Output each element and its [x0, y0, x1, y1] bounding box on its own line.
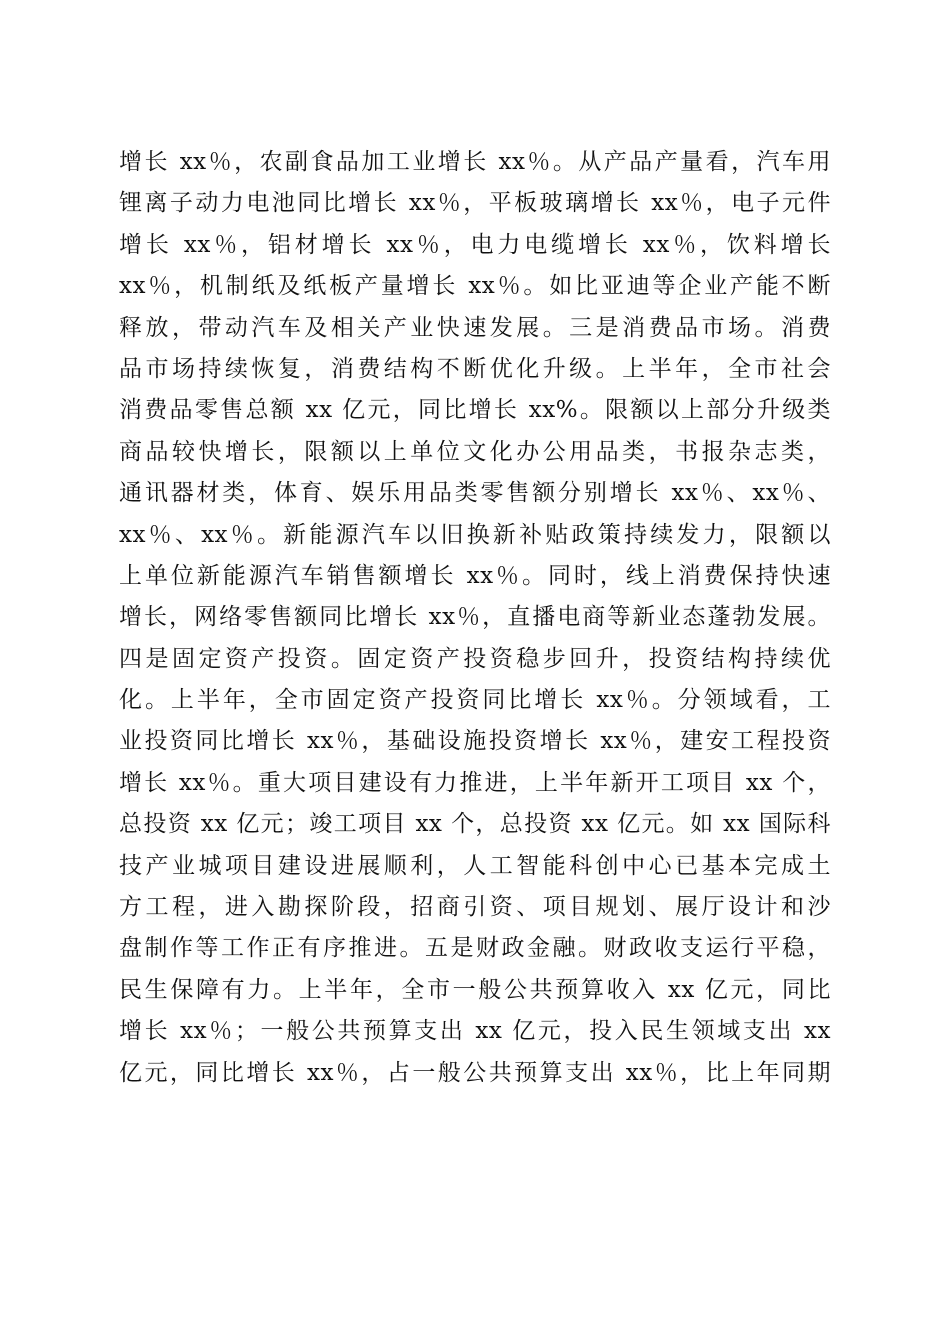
text-line-19: 方工程，进入勘探阶段，招商引资、项目规划、展厅设计和沙 [119, 894, 831, 921]
text-line-5: 释放，带动汽车及相关产业快速发展。三是消费品市场。消费 [119, 314, 831, 341]
text-line-10: xx％、xx％。新能源汽车以旧换新补贴政策持续发力，限额以 [119, 521, 831, 548]
text-line-23: 亿元，同比增长 xx％，占一般公共预算支出 xx％，比上年同期 [119, 1059, 831, 1086]
text-line-13: 四是固定资产投资。固定资产投资稳步回升，投资结构持续优 [119, 645, 831, 672]
text-line-17: 总投资 xx 亿元；竣工项目 xx 个，总投资 xx 亿元。如 xx 国际科 [119, 811, 831, 838]
text-line-16: 增长 xx％。重大项目建设有力推进，上半年新开工项目 xx 个， [119, 769, 831, 796]
text-line-12: 增长，网络零售额同比增长 xx％，直播电商等新业态蓬勃发展。 [119, 604, 831, 631]
text-line-21: 民生保障有力。上半年，全市一般公共预算收入 xx 亿元，同比 [119, 976, 831, 1003]
text-line-22: 增长 xx％；一般公共预算支出 xx 亿元，投入民生领域支出 xx [119, 1018, 831, 1045]
text-line-3: 增长 xx％，铝材增长 xx％，电力电缆增长 xx％，饮料增长 [119, 231, 831, 258]
text-line-20: 盘制作等工作正有序推进。五是财政金融。财政收支运行平稳， [119, 935, 831, 962]
text-line-11: 上单位新能源汽车销售额增长 xx％。同时，线上消费保持快速 [119, 562, 831, 589]
text-line-6: 品市场持续恢复，消费结构不断优化升级。上半年，全市社会 [119, 355, 831, 382]
text-line-14: 化。上半年，全市固定资产投资同比增长 xx％。分领域看，工 [119, 687, 831, 714]
text-line-15: 业投资同比增长 xx％，基础设施投资增长 xx％，建安工程投资 [119, 728, 831, 755]
text-line-7: 消费品零售总额 xx 亿元，同比增长 xx%。限额以上部分升级类 [119, 397, 831, 424]
text-line-4: xx％，机制纸及纸板产量增长 xx％。如比亚迪等企业产能不断 [119, 273, 831, 300]
text-line-8: 商品较快增长，限额以上单位文化办公用品类，书报杂志类， [119, 438, 831, 465]
text-line-9: 通讯器材类，体育、娱乐用品类零售额分别增长 xx％、xx％、 [119, 480, 831, 507]
text-line-2: 锂离子动力电池同比增长 xx％，平板玻璃增长 xx％，电子元件 [119, 190, 831, 217]
text-line-18: 技产业城项目建设进展顺利，人工智能科创中心已基本完成土 [119, 852, 831, 879]
body-text [119, 142, 831, 1094]
text-line-1: 增长 xx％，农副食品加工业增长 xx％。从产品产量看，汽车用 [119, 149, 831, 175]
